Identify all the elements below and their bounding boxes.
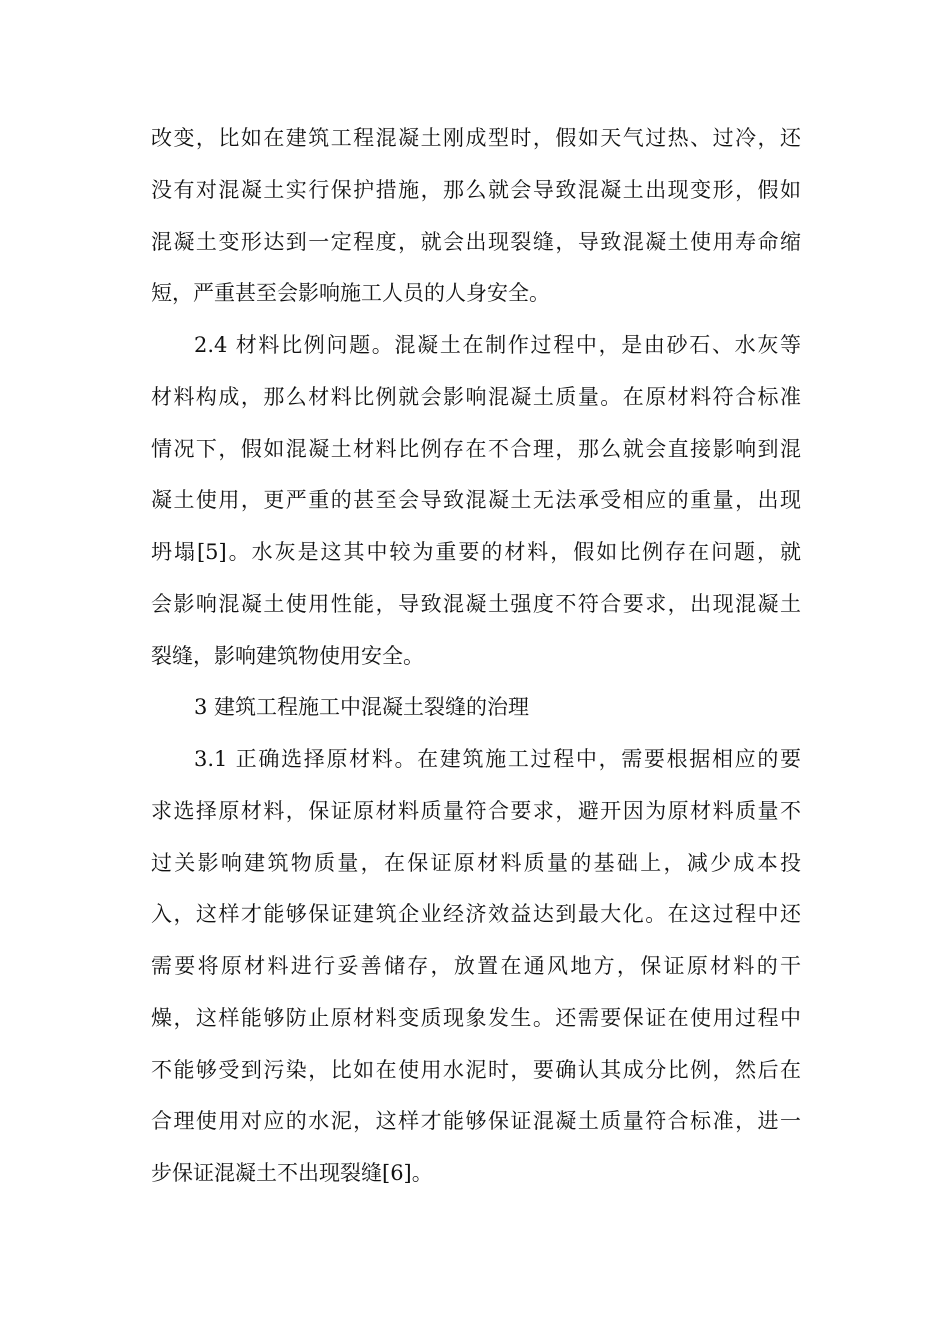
text-line: 材料构成，那么材料比例就会影响混凝土质量。在原材料符合标准 xyxy=(151,384,801,409)
text-line: 裂缝，影响建筑物使用安全。 xyxy=(151,643,424,668)
section-2-4-first-line: 2.4 材料比例问题。混凝土在制作过程中，是由砂石、水灰等 xyxy=(194,333,801,357)
text-line: 混凝土变形达到一定程度，就会出现裂缝，导致混凝土使用寿命缩 xyxy=(151,229,801,254)
section-3-1-first-line: 3.1 正确选择原材料。在建筑施工过程中，需要根据相应的要 xyxy=(194,747,801,771)
text-line: 过关影响建筑物质量，在保证原材料质量的基础上，减少成本投 xyxy=(151,850,801,875)
text-line: 合理使用对应的水泥，这样才能够保证混凝土质量符合标准，进一 xyxy=(151,1109,801,1134)
text-line: 燥，这样能够防止原材料变质现象发生。还需要保证在使用过程中 xyxy=(151,1005,801,1030)
text-line: 短，严重甚至会影响施工人员的人身安全。 xyxy=(151,281,550,306)
text-line: 不能够受到污染，比如在使用水泥时，要确认其成分比例，然后在 xyxy=(151,1057,801,1082)
text-line: 坍塌[5]。水灰是这其中较为重要的材料，假如比例存在问题，就 xyxy=(151,540,801,564)
text-line: 需要将原材料进行妥善储存，放置在通风地方，保证原材料的干 xyxy=(151,954,801,978)
text-line: 改变，比如在建筑工程混凝土刚成型时，假如天气过热、过冷，还 xyxy=(151,126,801,150)
text-line: 没有对混凝土实行保护措施，那么就会导致混凝土出现变形，假如 xyxy=(151,177,801,202)
text-line: 情况下，假如混凝土材料比例存在不合理，那么就会直接影响到混 xyxy=(151,436,801,461)
text-line: 入，这样才能够保证建筑企业经济效益达到最大化。在这过程中还 xyxy=(151,902,801,927)
body-text xyxy=(151,113,801,1200)
text-line: 步保证混凝土不出现裂缝[6]。 xyxy=(151,1161,433,1185)
text-line: 凝土使用，更严重的甚至会导致混凝土无法承受相应的重量，出现 xyxy=(151,488,801,513)
text-line: 求选择原材料，保证原材料质量符合要求，避开因为原材料质量不 xyxy=(151,798,801,823)
section-3-heading: 3 建筑工程施工中混凝土裂缝的治理 xyxy=(194,695,530,720)
text-line: 会影响混凝土使用性能，导致混凝土强度不符合要求，出现混凝土 xyxy=(151,591,801,616)
